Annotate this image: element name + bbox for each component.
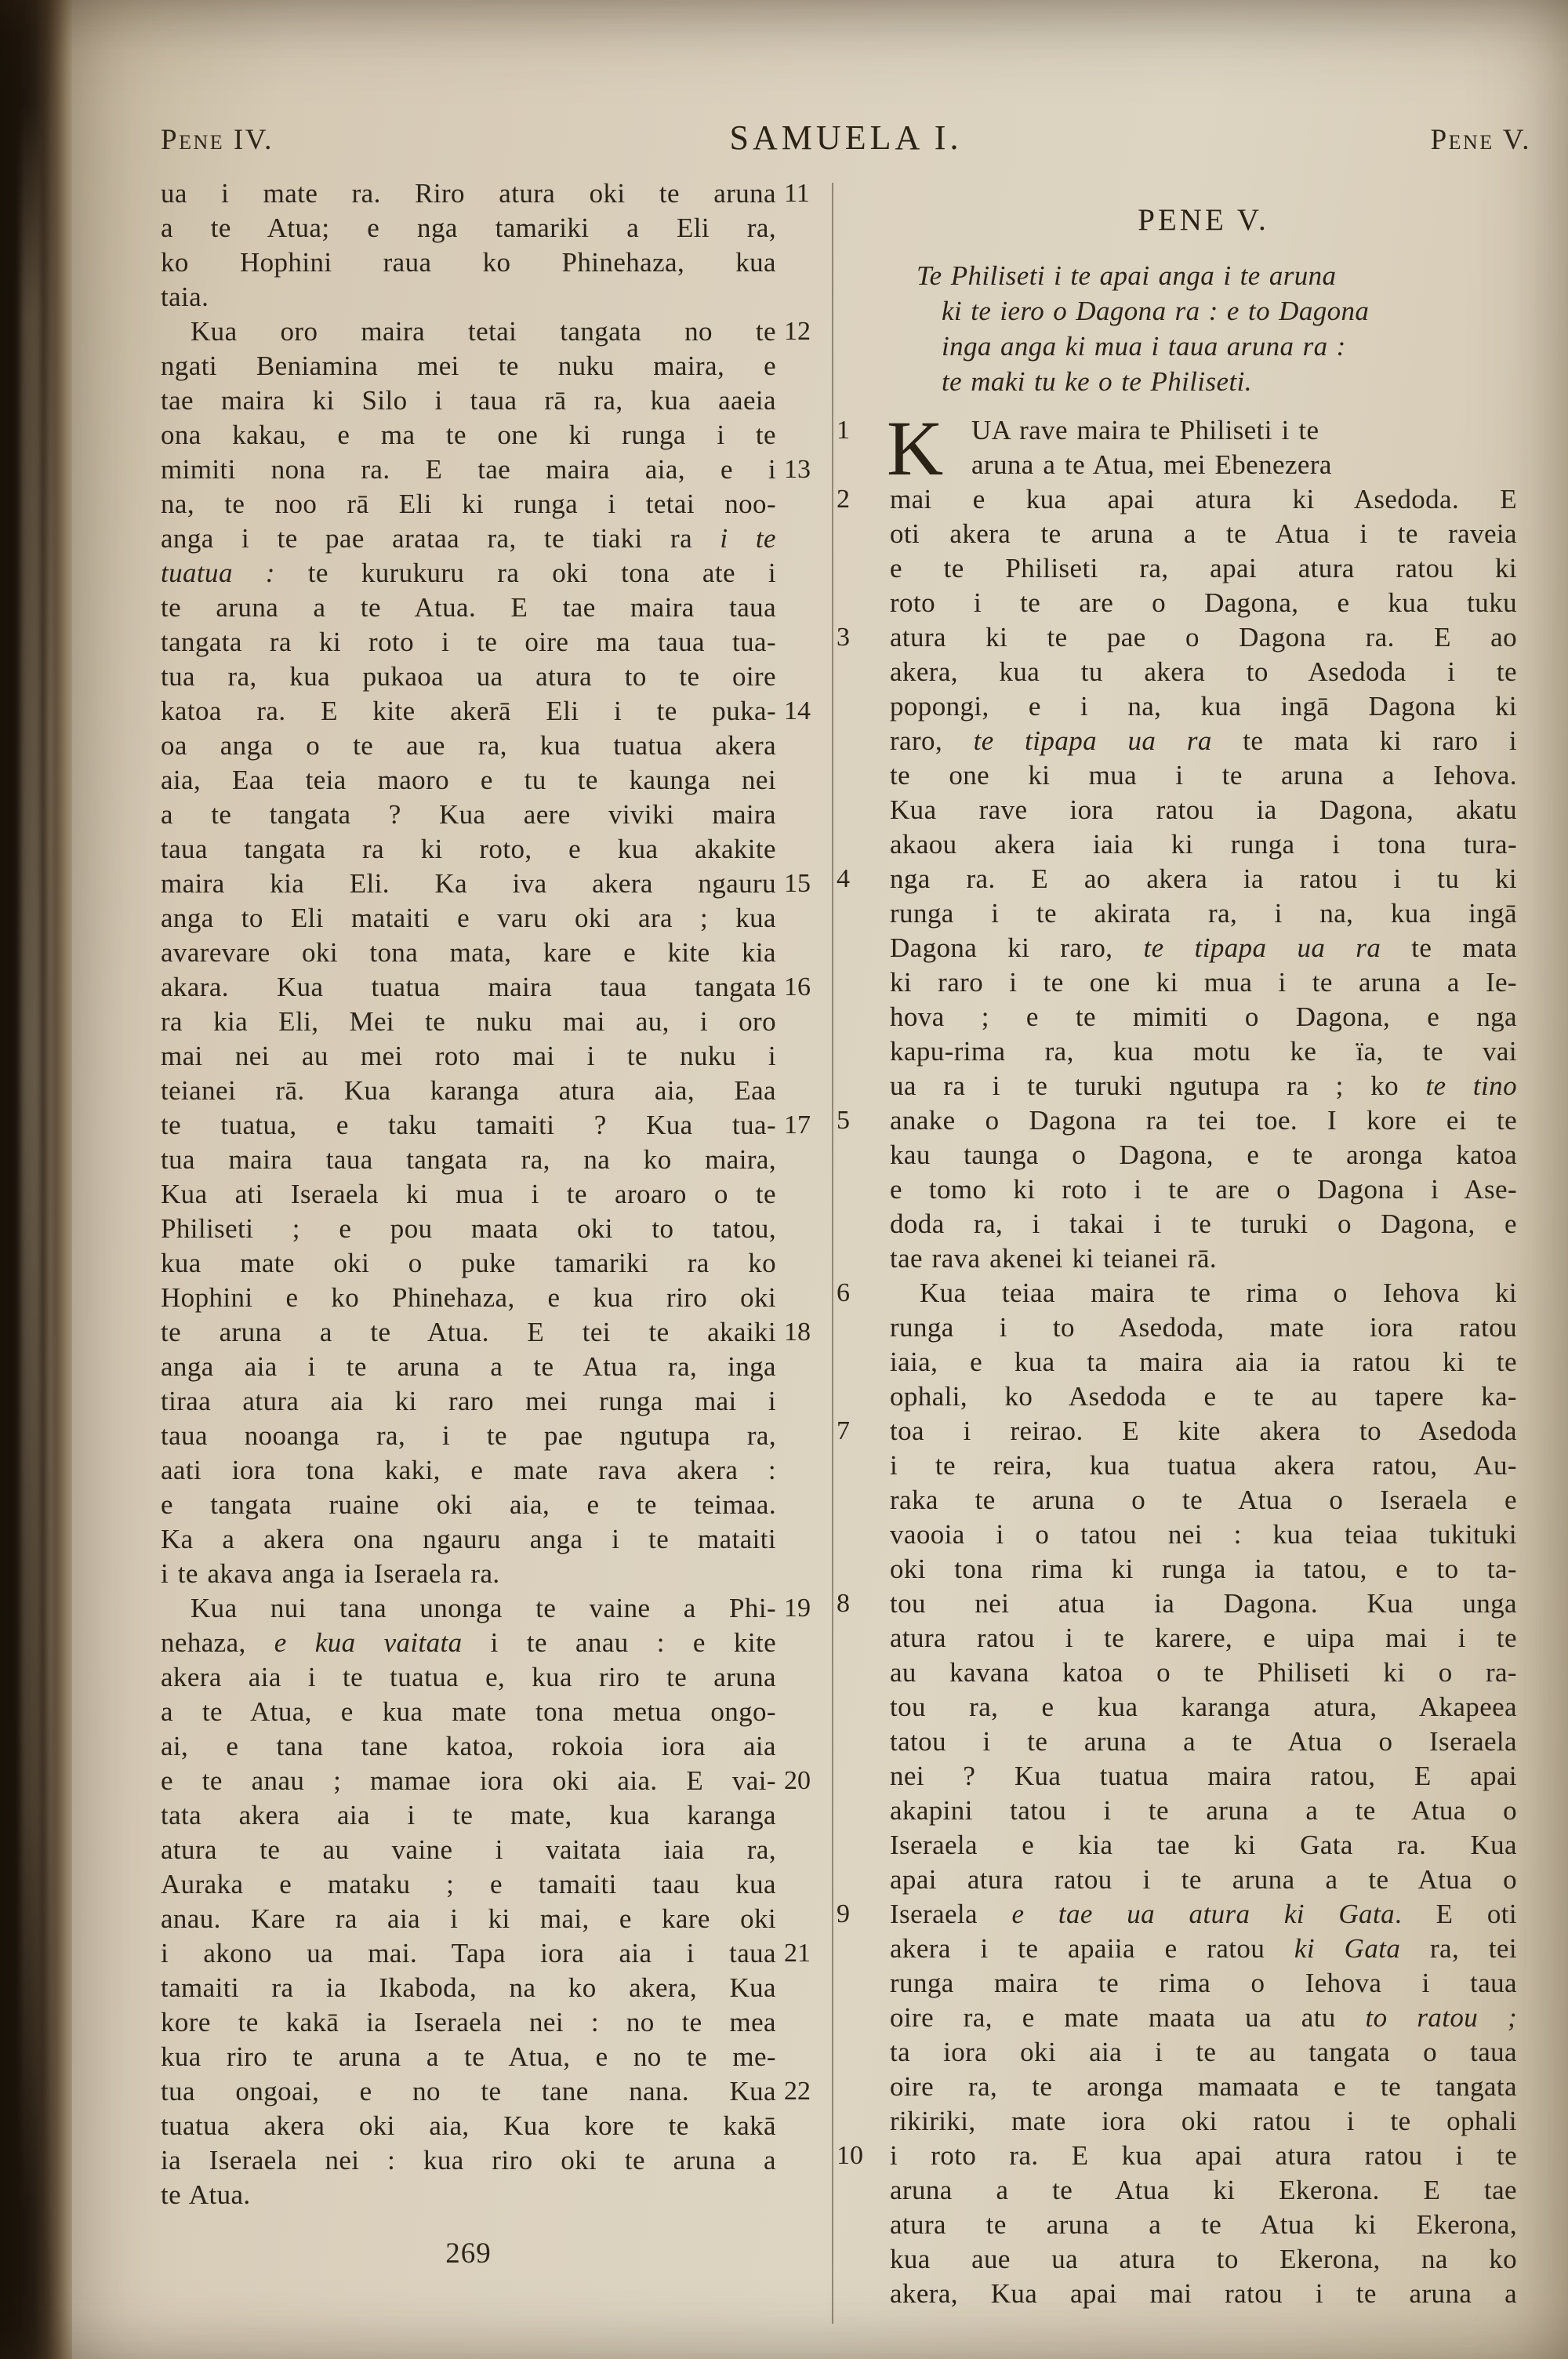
verse-number: 1 — [837, 416, 850, 445]
text-line: oki tona rima ki runga ia tatou, e to ta- — [890, 1554, 1517, 1584]
text-line: 17 te tuatua, e taku tamaiti ? Kua tua- — [161, 1108, 776, 1143]
text-line: hova ; e te mimiti o Dagona, e nga — [890, 1001, 1517, 1032]
text-line: 13 mimiti nona ra. E tae maira aia, e i — [161, 453, 776, 487]
text-line: taua nooanga ra, i te pae ngutupa ra, — [161, 1420, 776, 1451]
text-line: oa anga o te aue ra, kua tuatua akera — [161, 730, 776, 761]
text-line: kua riro te aruna a te Atua, e no te me- — [161, 2041, 776, 2072]
text-line: tae rava akenei ki teianei rā. — [890, 1243, 1218, 1274]
text-line: kore te kakā ia Iseraela nei : no te mea — [161, 2007, 776, 2037]
text-line: apai atura ratou i te aruna a te Atua o — [890, 1864, 1517, 1895]
verse-number: 21 — [784, 1939, 811, 1968]
text-line: Iseraela e kia tae ki Gata ra. Kua — [890, 1830, 1517, 1860]
verse-number: 14 — [784, 696, 811, 725]
column-divider — [832, 183, 833, 2324]
text-line: ngati Beniamina mei te nuku maira, e — [161, 351, 776, 381]
text-line: e tomo ki roto i te are o Dagona i Ase- — [890, 1174, 1517, 1205]
chapter-summary — [890, 258, 1517, 399]
text-line: e tangata ruaine oki aia, e te teimaa. — [161, 1489, 776, 1520]
text-line: runga i to Asedoda, mate iora ratou — [890, 1312, 1517, 1343]
verse-number: 15 — [784, 869, 811, 898]
verse-number: 6 — [837, 1278, 850, 1307]
text-line: nehaza, e kua vaitata i te anau : e kite — [161, 1627, 776, 1658]
text-line: vaooia i o tatou nei : kua teiaa tukituki — [890, 1519, 1517, 1550]
verse-number: 4 — [837, 864, 850, 893]
right-column — [837, 176, 1517, 2311]
text-line: tae maira ki Silo i taua rā ra, kua aaeia — [161, 385, 776, 416]
verse-number: 5 — [837, 1106, 850, 1135]
text-line: rikiriki, mate iora oki ratou i te ophali — [890, 2106, 1517, 2136]
verse-number: 20 — [784, 1766, 811, 1795]
text-line: 12 Kua oro maira tetai tangata no te — [161, 314, 776, 349]
text-line: atura te au vaine i vaitata iaia ra, — [161, 1834, 776, 1865]
text-line: 10 i roto ra. E kua apai atura ratou i te — [890, 2139, 1517, 2173]
text-line: roto i te are o Dagona, e kua tuku — [890, 587, 1517, 618]
text-line: e te Philiseti ra, apai atura ratou ki — [890, 553, 1517, 583]
verse-number: 11 — [784, 179, 810, 208]
text-line: Kua ati Iseraela ki mua i te aroaro o te — [161, 1179, 776, 1209]
text-line: 9 Iseraela e tae ua atura ki Gata. E oti — [890, 1897, 1517, 1932]
verse-number: 18 — [784, 1318, 811, 1347]
text-line: te Atua. — [161, 2179, 251, 2210]
running-head-left: Pene IV. — [161, 124, 274, 156]
summary-line: ki te iero o Dagona ra : e to Dagona — [942, 296, 1370, 326]
text-line: Kua rave iora ratou ia Dagona, akatu — [890, 794, 1517, 825]
text-line: tuatua akera oki aia, Kua kore te kakā — [161, 2110, 776, 2141]
text-line: akera, Kua apai mai ratou i te aruna a — [890, 2278, 1517, 2309]
text-line: atura te aruna a te Atua ki Ekerona, — [890, 2209, 1517, 2240]
text-line: aia, Eaa teia maoro e tu te kaunga nei — [161, 765, 776, 795]
text-line: ra kia Eli, Mei te nuku mai au, i oro — [161, 1006, 776, 1037]
text-columns — [161, 176, 1529, 2341]
drop-cap: K — [887, 405, 944, 492]
text-line: akapini tatou i te aruna a te Atua o — [890, 1795, 1517, 1826]
text-line: a te tangata ? Kua aere viviki maira — [161, 799, 776, 830]
text-line: avarevare oki tona mata, kare e kite kia — [161, 937, 776, 968]
verse-number: 12 — [784, 317, 811, 346]
book-spine-edge — [0, 0, 72, 2359]
text-line: tatou i te aruna a te Atua o Iseraela — [890, 1726, 1517, 1757]
text-line: 1 K UA rave maira te Philiseti i te — [837, 405, 1319, 492]
left-column — [161, 176, 811, 2212]
text-line: 8 tou nei atua ia Dagona. Kua unga — [890, 1587, 1517, 1621]
right-column-body — [837, 405, 1517, 2311]
text-line: 3 atura ki te pae o Dagona ra. E ao — [890, 620, 1517, 655]
text-line: ua ra i te turuki ngutupa ra ; ko te tino — [890, 1070, 1517, 1101]
summary-line: inga anga ki mua i taua aruna ra : — [942, 331, 1346, 362]
text-line: tua ra, kua pukaoa ua atura to te oire — [161, 661, 776, 692]
text-line: tou ra, e kua karanga atura, Akapeea — [890, 1692, 1517, 1722]
text-line: Hophini e ko Phinehaza, e kua riro oki — [161, 1282, 776, 1313]
running-head-center: SAMUELA I. — [729, 118, 963, 157]
page-edge-highlight — [20, 102, 41, 2219]
text-line: 16 akara. Kua tuatua maira taua tangata — [161, 970, 776, 1005]
text-line: 15 maira kia Eli. Ka iva akera ngauru — [161, 867, 776, 901]
text-line: 5 anake o Dagona ra tei toe. I kore ei te — [890, 1103, 1517, 1138]
text-line: taua tangata ra ki roto, e kua akakite — [161, 834, 776, 864]
running-head-right: Pene V. — [1430, 124, 1531, 156]
text-line: au kavana katoa o te Philiseti ki o ra- — [890, 1657, 1517, 1688]
text-line: Dagona ki raro, te tipapa ua ra te mata — [890, 932, 1517, 963]
text-line: nei ? Kua tuatua maira ratou, E apai — [890, 1761, 1517, 1791]
text-line: taia. — [161, 282, 209, 312]
text-line: ta iora oki aia i te au tangata o taua — [890, 2037, 1517, 2067]
text-line: anga aia i te aruna a te Atua ra, inga — [161, 1351, 776, 1382]
text-line: runga i te akirata ra, i na, kua ingā — [890, 898, 1517, 929]
summary-line: Te Philiseti i te apai anga i te aruna — [916, 260, 1337, 291]
text-line: akera aia i te tuatua e, kua riro te aruna — [161, 1662, 776, 1692]
chapter-heading: PENE V. — [1138, 203, 1269, 237]
text-line: oti akera te aruna a te Atua i te raveia — [890, 518, 1517, 549]
text-line: kua mate oki o puke tamariki ra ko — [161, 1248, 776, 1278]
text-line: 14 katoa ra. E kite akerā Eli i te puka- — [161, 694, 776, 729]
text-line: i te reira, kua tuatua akera ratou, Au- — [890, 1450, 1517, 1481]
text-line: anga to Eli mataiti e varu oki ara ; kua — [161, 903, 776, 933]
text-line: Ka a akera ona ngauru anga i te mataiti — [161, 1524, 776, 1554]
text-line: 4 nga ra. E ao akera ia ratou i tu ki — [890, 862, 1517, 896]
text-line: 6 Kua teiaa maira te rima o Iehova ki — [890, 1276, 1517, 1310]
verse-number: 22 — [784, 2077, 811, 2106]
text-line: 2 mai e kua apai atura ki Asedoda. E — [890, 482, 1517, 517]
text-line: aruna a te Atua, mei Ebenezera — [971, 449, 1332, 480]
text-line: 20 e te anau ; mamae iora oki aia. E vai- — [161, 1764, 776, 1798]
verse-number: 3 — [837, 623, 850, 652]
text-line: 21 i akono ua mai. Tapa iora aia i taua — [161, 1936, 776, 1971]
text-line: runga maira te rima o Iehova i taua — [890, 1968, 1517, 1998]
text-line: kapu-rima ra, kua motu ke ïa, te vai — [890, 1036, 1517, 1067]
text-line: akera i te apaiia e ratou ki Gata ra, tei — [890, 1933, 1517, 1964]
verse-number: 17 — [784, 1110, 811, 1140]
text-line: iaia, e kua ta maira aia ia ratou ki te — [890, 1347, 1517, 1377]
verse-number: 7 — [837, 1416, 850, 1445]
text-line: teianei rā. Kua karanga atura aia, Eaa — [161, 1075, 776, 1106]
text-line: ophali, ko Asedoda e te au tapere ka- — [890, 1381, 1517, 1412]
verse-number: 9 — [837, 1899, 850, 1928]
text-line: raro, te tipapa ua ra te mata ki raro i — [890, 725, 1517, 756]
page-number: 269 — [445, 2237, 492, 2270]
text-line: anau. Kare ra aia i ki mai, e kare oki — [161, 1903, 776, 1934]
text-line: ona kakau, e ma te one ki runga i te — [161, 420, 776, 450]
text-line: akaou akera iaia ki runga i tona tura- — [890, 829, 1517, 860]
text-line: tiraa atura aia ki raro mei runga mai i — [161, 1386, 776, 1416]
verse-number: 13 — [784, 455, 811, 484]
page-edge-highlight-2 — [45, 47, 53, 2306]
text-line: oire ra, te aronga mamaata e te tangata — [890, 2071, 1517, 2102]
text-line: 11 ua i mate ra. Riro atura oki te aruna — [161, 176, 776, 211]
text-line: na, te noo rā Eli ki runga i tetai noo- — [161, 489, 776, 519]
text-line: ia Iseraela nei : kua riro oki te aruna a — [161, 2145, 776, 2175]
text-line: Philiseti ; e pou maata oki to tatou, — [161, 1213, 776, 1244]
summary-line: te maki tu ke o te Philiseti. — [942, 366, 1252, 397]
text-line: a te Atua, e kua mate tona metua ongo- — [161, 1696, 776, 1727]
text-line: mai nei au mei roto mai i te nuku i — [161, 1041, 776, 1071]
text-line: i te akava anga ia Iseraela ra. — [161, 1558, 500, 1589]
text-line: tata akera aia i te mate, kua karanga — [161, 1800, 776, 1830]
text-line: te aruna a te Atua. E tae maira taua — [161, 592, 776, 623]
text-line: te one ki mua i te aruna a Iehova. — [890, 760, 1517, 791]
text-line: aruna a te Atua ki Ekerona. E tae — [890, 2175, 1517, 2205]
verse-number: 10 — [837, 2141, 863, 2170]
text-line: atura ratou i te karere, e uipa mai i te — [890, 1623, 1517, 1653]
text-line: ai, e tana tane katoa, rokoia iora aia — [161, 1731, 776, 1761]
text-line: kua aue ua atura to Ekerona, na ko — [890, 2244, 1517, 2274]
text-line: oire ra, e mate maata ua atu to ratou ; — [890, 2002, 1517, 2033]
text-line: a te Atua; e nga tamariki a Eli ra, — [161, 213, 776, 243]
text-line: anga i te pae arataa ra, te tiaki ra i te — [161, 523, 776, 554]
text-line: 22 tua ongoai, e no te tane nana. Kua — [161, 2074, 776, 2109]
text-line: doda ra, i takai i te turuki o Dagona, e — [890, 1209, 1517, 1239]
text-line: ko Hophini raua ko Phinehaza, kua — [161, 247, 776, 278]
verse-number: 8 — [837, 1589, 850, 1618]
text-line: tamaiti ra ia Ikaboda, na ko akera, Kua — [161, 1972, 776, 2003]
text-line: tuatua : te kurukuru ra oki tona ate i — [161, 558, 776, 588]
text-line: tangata ra ki roto i te oire ma taua tua- — [161, 627, 776, 657]
text-line: raka te aruna o te Atua o Iseraela e — [890, 1485, 1517, 1515]
verse-number: 2 — [837, 485, 850, 514]
text-line: aati iora tona kaki, e mate rava akera : — [161, 1455, 776, 1485]
verse-number: 19 — [784, 1594, 811, 1623]
text-line: 7 toa i reirao. E kite akera to Asedoda — [890, 1414, 1517, 1448]
running-head — [161, 118, 1531, 158]
text-line: kau taunga o Dagona, e te aronga katoa — [890, 1140, 1517, 1170]
text-line: akera, kua tu akera to Asedoda i te — [890, 656, 1517, 687]
text-line: popongi, e i na, kua ingā Dagona ki — [890, 691, 1517, 722]
verse-number: 16 — [784, 972, 811, 1001]
text-line: ki raro i te one ki mua i te aruna a Ie- — [890, 967, 1517, 998]
text-line: tua maira taua tangata ra, na ko maira, — [161, 1144, 776, 1175]
text-line: 19 Kua nui tana unonga te vaine a Phi- — [161, 1591, 776, 1626]
text-line: Auraka e mataku ; e tamaiti taau kua — [161, 1869, 776, 1899]
text-line: 18 te aruna a te Atua. E tei te akaiki — [161, 1315, 776, 1350]
